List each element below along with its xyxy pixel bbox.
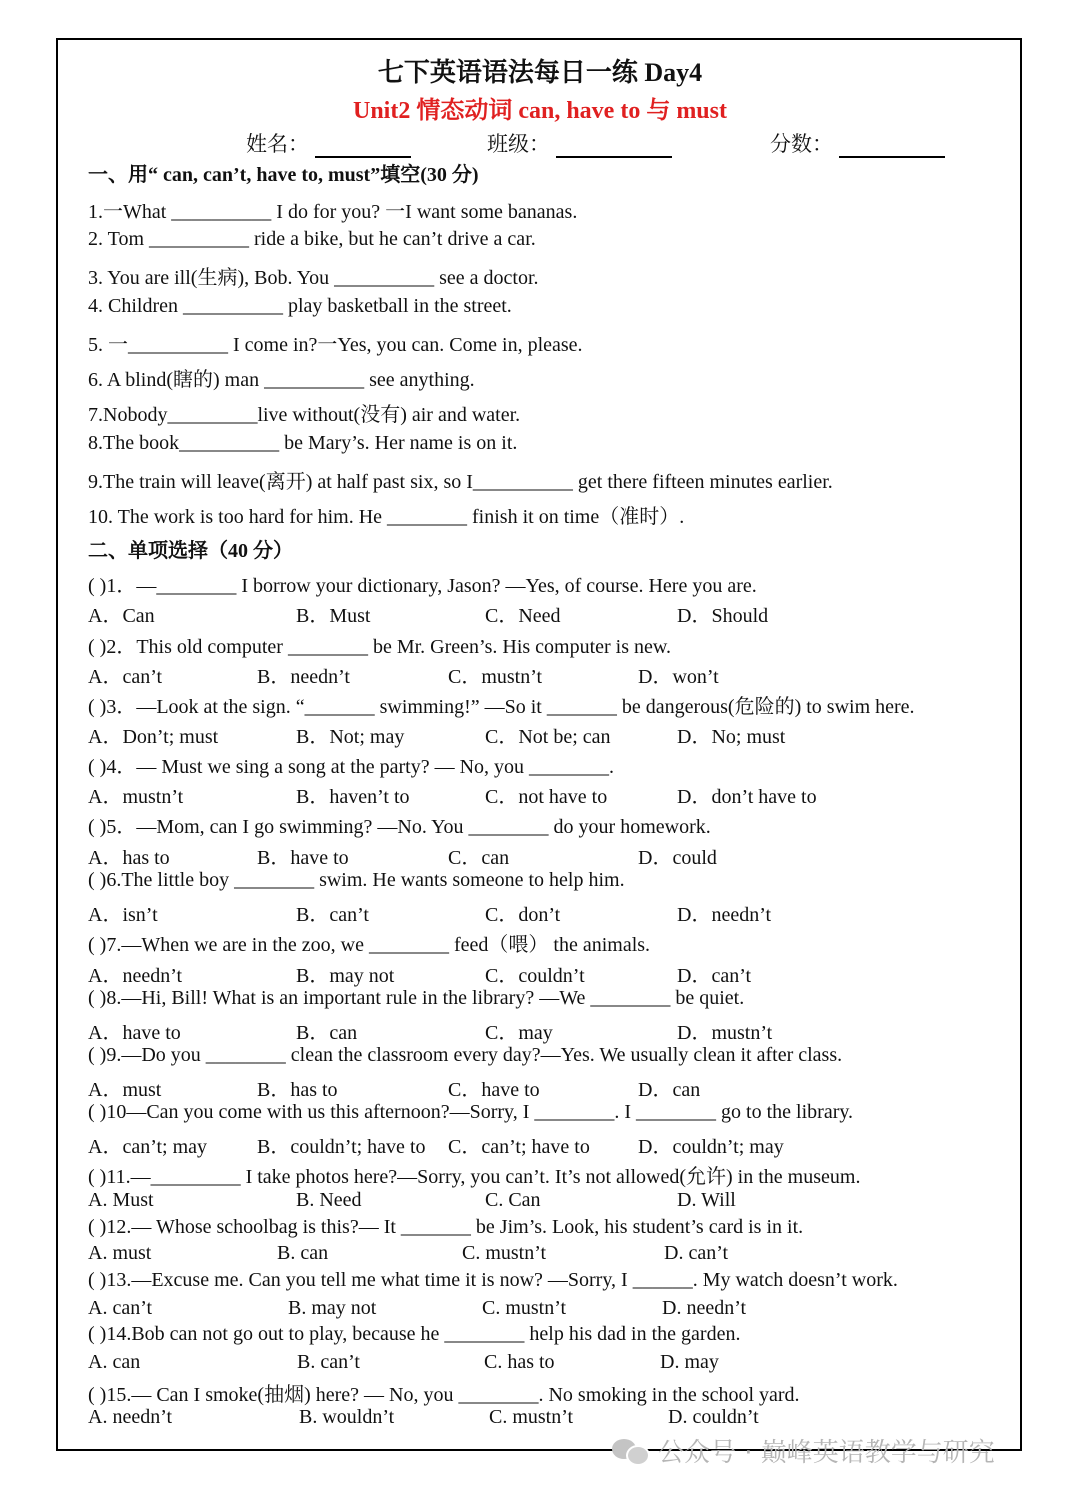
fill-item-6: 6. A blind(瞎的) man __________ see anything. — [88, 369, 475, 391]
mc-option-5d: D．could — [638, 847, 717, 869]
mc-option-7c: C．couldn’t — [485, 965, 585, 987]
mc-option-11d: D. Will — [677, 1189, 736, 1211]
mc-option-9c: C．have to — [448, 1079, 540, 1101]
name-label: 姓名： — [246, 132, 309, 156]
fill-item-3: 3. You are ill(生病), Bob. You __________ see a doctor. — [88, 267, 539, 289]
mc-option-8d: D．mustn’t — [677, 1022, 773, 1044]
mc-option-13d: D. needn’t — [662, 1297, 747, 1319]
mc-question-6: ( )6.The little boy ________ swim. He wants someone to help him. — [88, 869, 625, 891]
mc-option-15c: C. mustn’t — [489, 1406, 574, 1428]
fill-item-8: 8.The book__________ be Mary’s. Her name is on it. — [88, 432, 518, 454]
mc-option-7d: D．can’t — [677, 965, 752, 987]
mc-option-14b: B. can’t — [297, 1351, 360, 1373]
mc-option-15d: D. couldn’t — [668, 1406, 759, 1428]
mc-option-10a: A．can’t; may — [88, 1136, 208, 1158]
mc-option-12d: D. can’t — [664, 1242, 729, 1264]
mc-option-11b: B. Need — [296, 1189, 362, 1211]
mc-option-7b: B．may not — [296, 965, 395, 987]
mc-option-9d: D．can — [638, 1079, 701, 1101]
wechat-icon — [612, 1437, 648, 1465]
mc-option-10d: D．couldn’t; may — [638, 1136, 784, 1158]
mc-question-4: ( )4．— Must we sing a song at the party? — No, you ________. — [88, 756, 615, 778]
mc-question-13: ( )13.—Excuse me. Can you tell me what time it is now? —Sorry, I ______. My watch doesn’t work. — [88, 1269, 898, 1291]
mc-option-11a: A. Must — [88, 1189, 154, 1211]
mc-option-5b: B．have to — [257, 847, 349, 869]
fill-item-4: 4. Children __________ play basketball in the street. — [88, 295, 512, 317]
mc-question-5: ( )5．—Mom, can I go swimming? —No. You ________ do your homework. — [88, 816, 711, 838]
mc-option-6c: C．don’t — [485, 904, 561, 926]
mc-option-4d: D．don’t have to — [677, 786, 817, 808]
fill-item-10: 10. The work is too hard for him. He ________ finish it on time（准时）. — [88, 506, 685, 528]
mc-question-10: ( )10—Can you come with us this afternoon?—Sorry, I ________. I ________ go to the library. — [88, 1101, 854, 1123]
mc-option-1b: B．Must — [296, 605, 371, 627]
fill-item-9: 9.The train will leave(离开) at half past six, so I__________ get there fifteen minutes earlier. — [88, 471, 833, 493]
mc-option-4c: C．not have to — [485, 786, 608, 808]
mc-question-12: ( )12.— Whose schoolbag is this?— It _______ be Jim’s. Look, his student’s card is in it. — [88, 1216, 804, 1238]
mc-option-15a: A. needn’t — [88, 1406, 173, 1428]
mc-option-1c: C．Need — [485, 605, 561, 627]
mc-option-7a: A．needn’t — [88, 965, 183, 987]
mc-option-9a: A．must — [88, 1079, 162, 1101]
mc-option-8c: C．may — [485, 1022, 553, 1044]
mc-option-9b: B．has to — [257, 1079, 338, 1101]
mc-option-4b: B．haven’t to — [296, 786, 410, 808]
mc-option-6a: A．isn’t — [88, 904, 158, 926]
class-label: 班级： — [487, 132, 550, 156]
mc-option-14d: D. may — [660, 1351, 719, 1373]
mc-option-3b: B．Not; may — [296, 726, 405, 748]
mc-option-2c: C．mustn’t — [448, 666, 543, 688]
mc-option-13a: A. can’t — [88, 1297, 153, 1319]
watermark-text: 公众号 · 巅峰英语教学与研究 — [658, 1438, 995, 1468]
mc-question-3: ( )3．—Look at the sign. “_______ swimming!” —So it _______ be dangerous(危险的) to swim here. — [88, 696, 915, 718]
mc-option-15b: B. wouldn’t — [299, 1406, 395, 1428]
mc-option-12a: A. must — [88, 1242, 152, 1264]
mc-option-8a: A．have to — [88, 1022, 181, 1044]
mc-option-6b: B．can’t — [296, 904, 369, 926]
fill-item-7: 7.Nobody_________live without(没有) air and water. — [88, 404, 521, 426]
mc-option-3c: C．Not be; can — [485, 726, 611, 748]
worksheet-subtitle: Unit2 情态动词 can, have to 与 must — [352, 98, 727, 124]
mc-option-14c: C. has to — [484, 1351, 555, 1373]
name-blank[interactable] — [315, 134, 411, 158]
name-field[interactable] — [246, 128, 411, 158]
class-blank[interactable] — [556, 134, 672, 158]
mc-option-5c: C．can — [448, 847, 510, 869]
mc-question-15: ( )15.— Can I smoke(抽烟) here? — No, you ________. No smoking in the school yard. — [88, 1384, 800, 1406]
mc-option-6d: D．needn’t — [677, 904, 772, 926]
mc-question-11: ( )11.—_________ I take photos here?—Sorry, you can’t. It’s not allowed(允许) in the museum. — [88, 1166, 861, 1188]
mc-option-12b: B. can — [277, 1242, 329, 1264]
section1-heading: 一、用“ can, can’t, have to, must”填空(30 分) — [88, 164, 479, 186]
mc-question-2: ( )2．This old computer ________ be Mr. Green’s. His computer is new. — [88, 636, 672, 658]
mc-option-13b: B. may not — [288, 1297, 377, 1319]
mc-option-2a: A．can’t — [88, 666, 163, 688]
mc-question-14: ( )14.Bob can not go out to play, because he ________ help his dad in the garden. — [88, 1323, 741, 1345]
mc-question-9: ( )9.—Do you ________ clean the classroom every day?—Yes. We usually clean it after class. — [88, 1044, 843, 1066]
score-field[interactable] — [770, 128, 945, 158]
mc-option-4a: A．mustn’t — [88, 786, 184, 808]
mc-option-10c: C．can’t; have to — [448, 1136, 590, 1158]
mc-option-3a: A．Don’t; must — [88, 726, 219, 748]
class-field[interactable] — [487, 128, 672, 158]
fill-item-5: 5. 一__________ I come in?一Yes, you can. Come in, please. — [88, 334, 583, 356]
mc-question-1: ( )1．—________ I borrow your dictionary, Jason? —Yes, of course. Here you are. — [88, 575, 757, 597]
score-label: 分数： — [770, 132, 833, 156]
mc-option-2d: D．won’t — [638, 666, 719, 688]
score-blank[interactable] — [839, 134, 945, 158]
mc-option-12c: C. mustn’t — [462, 1242, 547, 1264]
mc-question-8: ( )8.—Hi, Bill! What is an important rule in the library? —We ________ be quiet. — [88, 987, 745, 1009]
watermark — [612, 1432, 995, 1469]
section2-heading: 二、单项选择（40 分） — [88, 540, 293, 562]
mc-option-14a: A. can — [88, 1351, 141, 1373]
mc-option-2b: B．needn’t — [257, 666, 350, 688]
fill-item-1: 1.一What __________ I do for you? 一I want some bananas. — [88, 201, 578, 223]
mc-option-10b: B．couldn’t; have to — [257, 1136, 426, 1158]
mc-option-5a: A．has to — [88, 847, 170, 869]
mc-option-13c: C. mustn’t — [482, 1297, 567, 1319]
mc-option-1d: D．Should — [677, 605, 769, 627]
fill-item-2: 2. Tom __________ ride a bike, but he can’t drive a car. — [88, 228, 536, 250]
worksheet-title: 七下英语语法每日一练 Day4 — [377, 58, 703, 87]
mc-question-7: ( )7.—When we are in the zoo, we ________ feed（喂） the animals. — [88, 934, 651, 956]
mc-option-1a: A．Can — [88, 605, 155, 627]
mc-option-3d: D．No; must — [677, 726, 786, 748]
mc-option-8b: B．can — [296, 1022, 358, 1044]
mc-option-11c: C. Can — [485, 1189, 541, 1211]
